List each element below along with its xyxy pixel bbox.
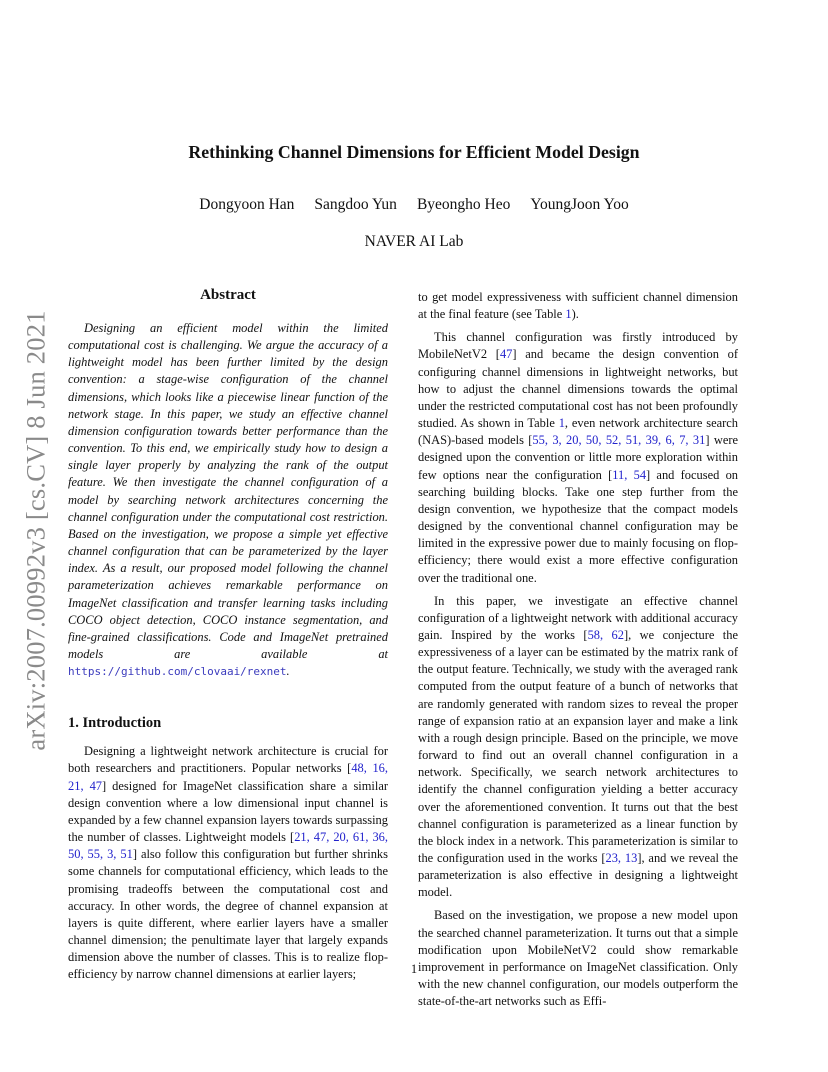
citation-link[interactable]: 23, 13 — [605, 851, 638, 865]
citation-link[interactable]: 55, 3, 20, 50, 52, 51, 39, 6, 7, 31 — [532, 433, 706, 448]
table-ref-link[interactable]: 1 — [565, 307, 572, 322]
author-name: Dongyoon Han — [199, 196, 295, 213]
body-paragraph: In this paper, we investigate an effective channel configuration of a lightweight network with additional accuracy gain. Inspired by the works [58, 62], we conjecture the expressiveness of a layer can be estimated by the matrix rank of the output feature. Technically, we study with the averaged rank computed from the output feature of a bunch of networks that are randomly generated with random sizes to reveal the proper range of expansion ratio at an expansion layer and make a link with a rough design principle. Based on the principle, we move forward to find out an overall channel configuration in a network. Specifically, we search network architectures to identify the channel configuration yielding a better accuracy over the aforementioned convention. It turns out that the best channel configuration is parameterized as a linear function by the block index in a network. This parameterization is similar to the configuration used in the works [23, 13], and we reveal the parameterization is also effective in designing a lightweight model. — [418, 593, 738, 900]
citation-link[interactable]: 47 — [499, 347, 513, 362]
citation-link[interactable]: 21, 47, 20, 61, 36, 50, 55, 3, 51 — [68, 830, 389, 862]
intro-heading: 1. Introduction — [68, 715, 162, 732]
right-column — [418, 289, 738, 1010]
author-list — [0, 196, 828, 214]
arxiv-stamp: arXiv:2007.00992v3 [cs.CV] 8 Jun 2021 — [20, 309, 51, 751]
citation-link[interactable]: 11, 54 — [612, 467, 647, 482]
citation-link[interactable]: 58, 62 — [587, 627, 624, 642]
intro-paragraph: Designing a lightweight network architecture is crucial for both researchers and practitioners. Popular networks [48, 16, 21, 47] designed for ImageNet classification share a similar design convention where a low dimensional input channel is expanded by a few channel expansion layers towards surpassing the number of classes. Lightweight models [21, 47, 20, 61, 36, 50, 55, 3, 51] also follow this configuration but further shrinks some channels for computational efficiency, which leads to the promising tradeoffs between the computational cost and accuracy. In other words, the degree of channel expansion at layers is quite different, where earlier layers have a smaller channel dimension; the penultimate layer that largely expands dimension above the number of classes. This is to realize flop-efficiency by narrow channel dimensions at earlier layers; — [68, 744, 389, 982]
body-paragraph: to get model expressiveness with sufficient channel dimension at the final feature (see Table 1). — [418, 290, 738, 322]
affiliation: NAVER AI Lab — [364, 233, 464, 250]
citation-link[interactable]: 48, 16, 21, 47 — [68, 761, 389, 793]
body-paragraph: Based on the investigation, we propose a new model upon the searched channel parameterization. It turns out that a simple modification upon MobileNetV2 could show remarkable improvement in performance on ImageNet classification. Only with the new channel configuration, our models outperform the state-of-the-art networks such as Effi- — [418, 908, 738, 1009]
author-name: YoungJoon Yoo — [530, 196, 629, 213]
code-link[interactable]: https://github.com/clovaai/rexnet — [68, 665, 287, 679]
table-ref-link[interactable]: 1 — [558, 416, 565, 431]
body-paragraph: This channel configuration was firstly introduced by MobileNetV2 [47] and became the design convention of configuring channel dimensions in lightweight networks, but how to adjust the channel dimensions towards the optimal under the restricted computational cost has not been profoundly studied. As shown in Table 1, even network architecture search (NAS)-based models [55, 3, 20, 50, 52, 51, 39, 6, 7, 31] were designed upon the convention or little more exploration within few options near the configuration [11, 54] and focused on searching building blocks. Take one step further from the design convention, we hypothesize that the compact models designed by the conventional channel configuration may be limited in the expressive power due to mainly focusing on flop-efficiency; there would exist a more effective configuration over the traditional one. — [418, 330, 739, 585]
paper-title: Rethinking Channel Dimensions for Efficient Model Design — [188, 142, 640, 162]
author-name: Byeongho Heo — [416, 196, 511, 213]
abstract-heading: Abstract — [200, 287, 256, 303]
abstract-body: Designing an efficient model within the limited computational cost is challenging. We argue the accuracy of a lightweight model has been further limited by the design convention: a stage-wise configuration of the channel dimensions, which looks like a piecewise linear function of the network stage. In this paper, we study an effective channel dimension configuration towards better performance than the convention. To this end, we empirically study how to design a single layer properly by analyzing the rank of the output feature. We then investigate the channel configuration of a model by searching network architectures concerning the channel configuration under the computational cost restriction. Based on the investigation, we propose a simple yet effective channel configuration that can be parameterized by the layer index. As a result, our proposed model following the channel parameterization achieves remarkable performance on ImageNet classification and transfer learning tasks including COCO object detection, COCO instance segmentation, and fine-grained classifications. Code and ImageNet pretrained models are available at https://github.com/clovaai/rexnet. — [68, 321, 388, 679]
left-column — [68, 287, 388, 983]
author-name: Sangdoo Yun — [314, 196, 397, 213]
page-number: 1 — [410, 962, 418, 976]
